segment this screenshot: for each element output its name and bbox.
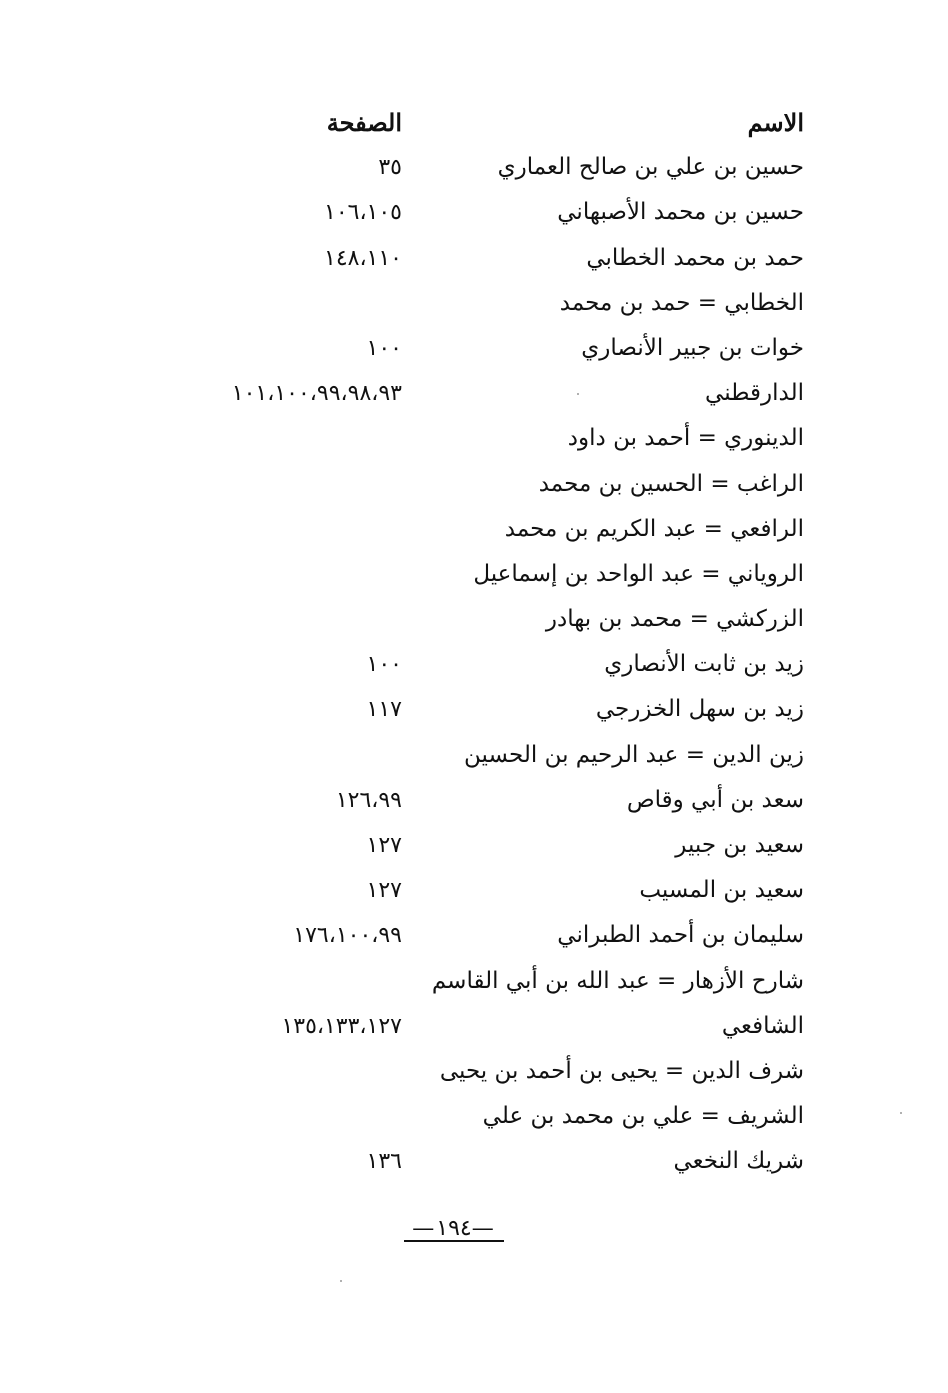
index-entry: [150, 281, 810, 326]
index-entry: [150, 552, 810, 597]
entry-name: سعيد بن جبير: [675, 832, 804, 858]
index-entry: [150, 1094, 810, 1139]
index-entry: [150, 190, 810, 235]
index-entry: [150, 642, 810, 687]
index-entry: [150, 823, 810, 868]
entry-pages: ١٤٨،١١٠: [324, 245, 402, 271]
entry-pages: ١٧٦،١٠٠،٩٩: [293, 923, 402, 949]
index-entry: [150, 236, 810, 281]
entry-name: حسين بن علي بن صالح العماري: [497, 154, 804, 181]
names-index: [150, 100, 810, 1185]
entry-name: سعيد بن المسيب: [639, 877, 804, 904]
entry-name: الدينوري = أحمد بن داود: [567, 425, 804, 452]
index-header: [150, 100, 810, 145]
index-entry: [150, 326, 810, 371]
entry-pages: ١٠٠: [366, 652, 402, 678]
index-entry: [150, 1004, 810, 1049]
entry-pages: ١٠٠: [366, 335, 402, 361]
entry-name: زيد بن ثابت الأنصاري: [604, 651, 804, 678]
paper-speck: [900, 1112, 902, 1114]
paper-speck: [340, 1280, 342, 1282]
entry-name: الرافعي = عبد الكريم بن محمد: [504, 515, 804, 542]
entry-pages: ١٢٦،٩٩: [335, 787, 402, 813]
entry-pages: ١٣٥،١٣٣،١٢٧: [281, 1013, 402, 1039]
index-entry: [150, 371, 810, 416]
index-entry: [150, 913, 810, 958]
entry-pages: ٣٥: [378, 155, 402, 181]
index-entry: [150, 959, 810, 1004]
entry-pages: ١٢٧: [366, 878, 402, 904]
entry-name: الزركشي = محمد بن بهادر: [545, 606, 804, 633]
page-number: —١٩٤—: [404, 1218, 503, 1242]
index-entry: [150, 462, 810, 507]
entry-name: شريك النخعي: [673, 1148, 804, 1175]
page-footer: [0, 1218, 948, 1242]
entry-name: زيد بن سهل الخزرجي: [595, 696, 804, 723]
index-entry: [150, 507, 810, 552]
entry-name: سعد بن أبي وقاص: [626, 786, 804, 813]
index-entry: [150, 597, 810, 642]
entry-name: الدارقطني: [705, 380, 804, 407]
entry-name: سليمان بن أحمد الطبراني: [557, 922, 804, 949]
entry-name: حسين بن محمد الأصبهاني: [557, 199, 804, 226]
page-column-header: الصفحة: [326, 108, 402, 137]
entry-pages: ١٠٦،١٠٥: [324, 200, 402, 226]
index-entry: [150, 416, 810, 461]
index-entry: [150, 733, 810, 778]
entry-name: الخطابي = حمد بن محمد: [559, 289, 804, 316]
entry-pages: ١١٧: [366, 697, 402, 723]
name-column-header: الاسم: [747, 108, 804, 137]
paper-speck: [577, 393, 579, 395]
index-entry: [150, 1049, 810, 1094]
entry-pages: ١٣٦: [366, 1149, 402, 1175]
entry-name: الشريف = علي بن محمد بن علي: [482, 1103, 804, 1130]
entry-name: حمد بن محمد الخطابي: [586, 244, 804, 271]
entry-name: خوات بن جبير الأنصاري: [581, 334, 804, 361]
page-number-value: ١٩٤: [436, 1216, 472, 1241]
index-entry: [150, 868, 810, 913]
entry-pages: ١٠١،١٠٠،٩٩،٩٨،٩٣: [231, 381, 402, 407]
index-entry: [150, 778, 810, 823]
entry-name: الروياني = عبد الواحد بن إسماعيل: [473, 560, 804, 587]
index-rows: [150, 145, 810, 1184]
entry-name: الشافعي: [721, 1012, 804, 1039]
entry-name: زين الدين = عبد الرحيم بن الحسين: [464, 741, 804, 768]
index-entry: [150, 1139, 810, 1184]
entry-name: شرف الدين = يحيى بن أحمد بن يحيى: [439, 1057, 804, 1084]
entry-name: الراغب = الحسين بن محمد: [538, 470, 804, 497]
entry-name: شارح الأزهار = عبد الله بن أبي القاسم: [431, 967, 804, 994]
index-entry: [150, 145, 810, 190]
index-entry: [150, 687, 810, 732]
entry-pages: ١٢٧: [366, 833, 402, 858]
